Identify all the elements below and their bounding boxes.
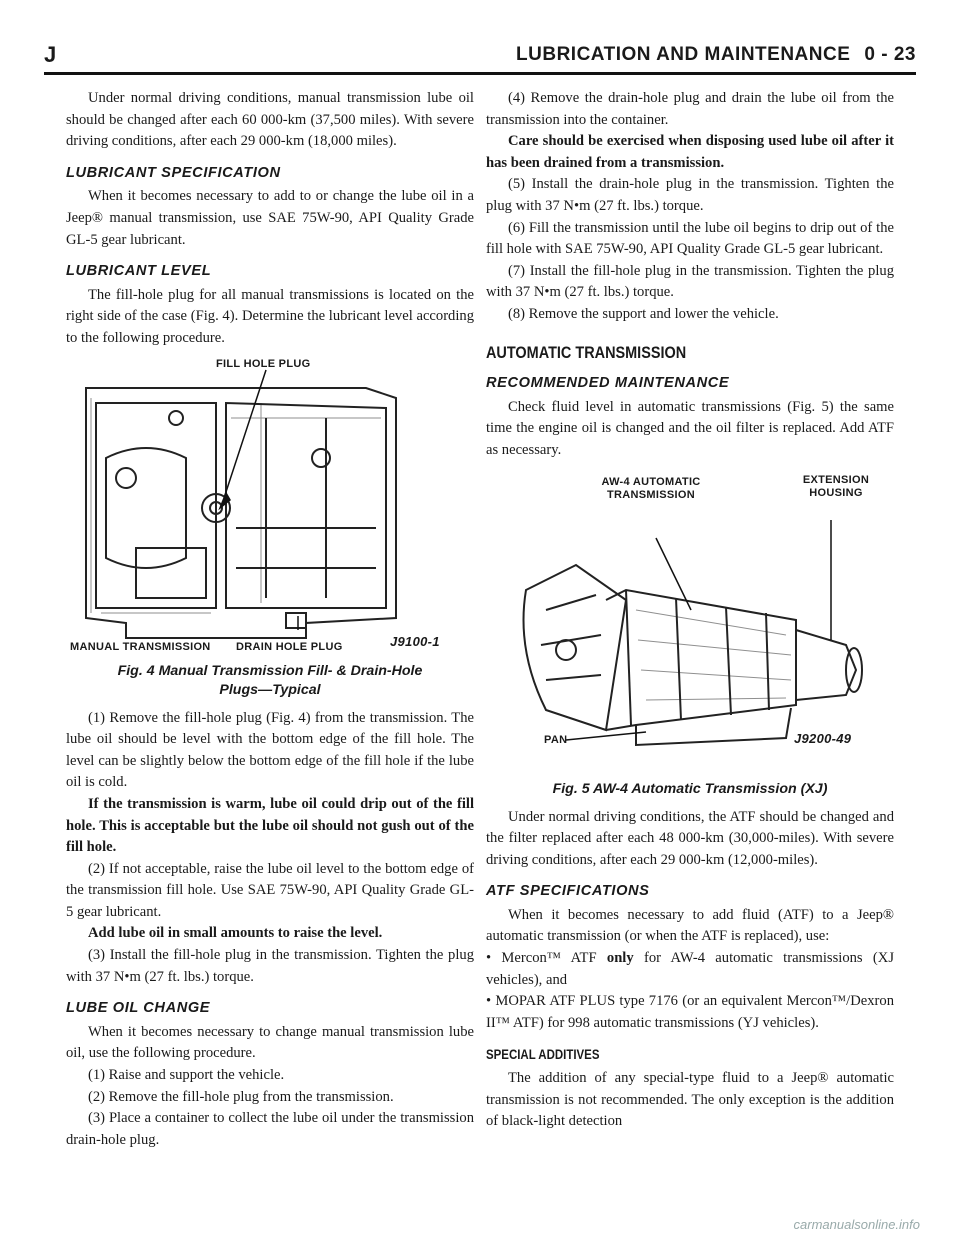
change-step-3: (3) Place a container to collect the lube oil under the transmission drain-hole plug. [66,1110,474,1148]
lube-oil-change-heading: LUBE OIL CHANGE [66,1000,211,1017]
bullet-mercon-rest: for AW-4 automatic transmissions (XJ vehicles), and [486,950,895,988]
footer-watermark: carmanualsonline.info [793,1217,920,1232]
figure-5-caption: Fig. 5 AW-4 Automatic Transmission (XJ) [552,780,828,797]
manual-transmission-drawing [66,358,474,658]
recommended-maintenance-heading: RECOMMENDED MAINTENANCE [486,375,730,392]
change-step-5: (5) Install the drain-hole plug in the transmission. Tighten the plug with 37 N•m (27 ft. lbs.) torque. [486,176,894,214]
change-step-8: (8) Remove the support and lower the vehicle. [508,305,779,322]
special-additives-heading: SPECIAL ADDITIVES [486,1047,600,1063]
spec-paragraph: When it becomes necessary to add to or change the lube oil in a Jeep® manual transmission, use SAE 75W-90, API Quality Grade GL-5 gear lubricant. [66,188,474,248]
automatic-transmission-heading: AUTOMATIC TRANSMISSION [486,342,687,362]
warning-2: Add lube oil in small amounts to raise the level. [88,925,383,942]
page-header [44,40,916,70]
recommended-maintenance-paragraph: Check fluid level in automatic transmissions (Fig. 5) the same time the engine oil is changed and the oil filter is replaced. Add ATF as necessary. [486,398,894,458]
figure-5-code: J9200-49 [794,730,852,746]
figure-5 [486,470,894,776]
atf-spec-paragraph: When it becomes necessary to add fluid (ATF) to a Jeep® automatic transmission (or when the ATF is replaced), use: [486,906,894,945]
change-step-7: (7) Install the fill-hole plug in the transmission. Tighten the plug with 37 N•m (27 ft. lbs.) torque. [486,262,894,301]
drain-hole-plug-label: DRAIN HOLE PLUG [236,640,343,653]
change-step-4: (4) Remove the drain-hole plug and drain the lube oil from the transmission into the container. [486,90,894,128]
header-section: LUBRICATION AND MAINTENANCE [516,44,851,65]
pan-label: PAN [544,733,568,746]
header-title [502,44,916,66]
figure-4-code: J9100-1 [390,633,440,649]
right-column [486,88,894,1133]
left-column [66,88,474,1151]
lubricant-level-heading: LUBRICANT LEVEL [66,263,212,280]
special-additives-paragraph: The addition of any special-type fluid to a Jeep® automatic transmission is not recommended. The only exception is the addition of black-light detection [486,1070,894,1130]
fill-hole-plug-label: FILL HOLE PLUG [216,357,311,370]
header-letter: J [44,42,57,67]
header-page-number: 0 - 23 [864,44,916,65]
bullet-mercon-only: only [606,950,634,967]
manual-transmission-label: MANUAL TRANSMISSION [70,640,211,653]
warning-1: If the transmission is warm, lube oil could drip out of the fill hole. This is acceptable but the lube oil should not gush out of the fill hole. [66,795,474,856]
bullet-mercon [486,948,894,991]
atf-change-paragraph: Under normal driving conditions, the ATF should be changed and the filter replaced after each 48 000-km (30,000-miles). With severe driving conditions, after each 29 000-km (12,000-miles). [486,808,894,868]
lubricant-specification-heading: LUBRICANT SPECIFICATION [66,164,281,181]
step-2: (2) If not acceptable, raise the lube oil level to the bottom edge of the transmission fill hole. Use SAE 75W-90, API Quality Grade GL-5 gear lubricant. [66,860,474,920]
step-1: (1) Remove the fill-hole plug (Fig. 4) from the transmission. The lube oil should be level with the bottom edge of the fill hole. The level can be slightly below the bottom edge of the fill hole if the lube oil is cold. [66,709,474,791]
warning-3: Care should be exercised when disposing used lube oil after it has been drained from a transmission. [486,133,894,171]
change-paragraph: When it becomes necessary to change manual transmission lube oil, use the following procedure. [66,1023,474,1062]
figure-4-caption: Fig. 4 Manual Transmission Fill- & Drain-Hole Plugs—Typical [117,662,423,698]
change-step-1: (1) Raise and support the vehicle. [88,1067,285,1084]
automatic-transmission-drawing [486,470,894,776]
level-paragraph: The fill-hole plug for all manual transmissions is located on the right side of the case (Fig. 4). Determine the lubricant level according to the following procedure. [66,286,474,346]
atf-specifications-heading: ATF SPECIFICATIONS [486,883,650,900]
header-rule [44,72,916,75]
change-step-2: (2) Remove the fill-hole plug from the transmission. [88,1088,394,1105]
extension-housing-label: EXTENSION HOUSING [802,473,870,499]
bullet-mopar: • MOPAR ATF PLUS type 7176 (or an equivalent Mercon™/Dexron II™ ATF) for 998 automatic transmissions (YJ vehicles). [486,993,894,1031]
aw4-label: AW-4 AUTOMATIC TRANSMISSION [601,475,701,501]
change-step-6: (6) Fill the transmission until the lube oil begins to drip out of the fill hole with SAE 75W-90, API Quality Grade GL-5 gear lubricant. [486,219,894,258]
bullet-mercon-text: • Mercon™ ATF [486,950,607,967]
step-3: (3) Install the fill-hole plug in the transmission. Tighten the plug with 37 N•m (27 ft. lbs.) torque. [66,947,474,985]
figure-4 [66,358,474,658]
intro-paragraph: Under normal driving conditions, manual transmission lube oil should be changed after each 60 000-km (37,500 miles). With severe driving conditions, after each 29 000-km (18,000 miles). [66,90,474,150]
